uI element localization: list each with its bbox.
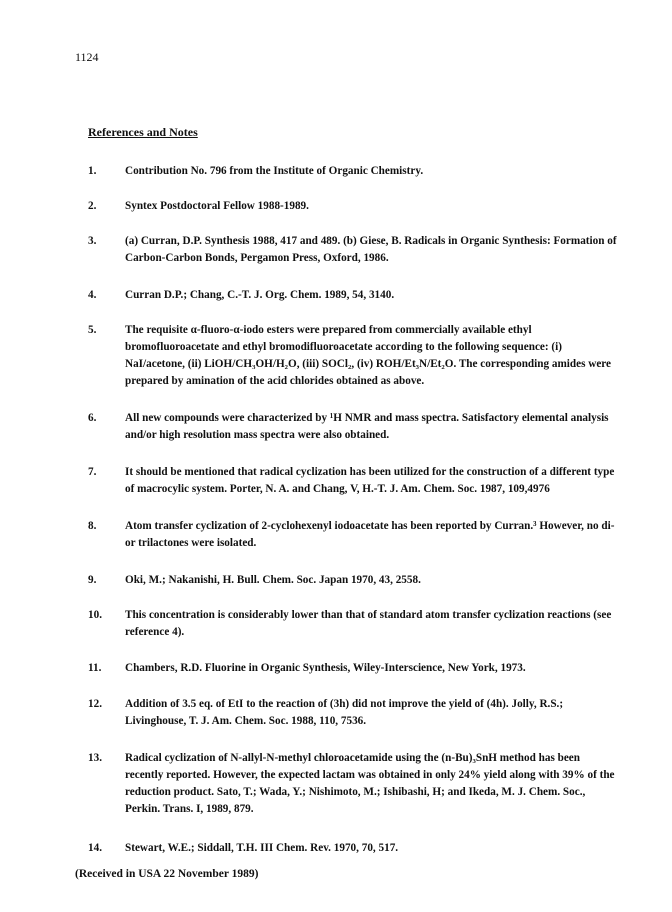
- reference-item: [88, 464, 618, 498]
- received-date: (Received in USA 22 November 1989): [75, 868, 259, 880]
- reference-number: 14.: [88, 842, 102, 854]
- reference-text: It should be mentioned that radical cyclization has been utilized for the construction of a different type of macrocylic system. Porter, N. A. and Chang, V, H.-T. J. Am. Chem. Soc. 1987, 109,4976: [125, 466, 615, 495]
- reference-item: [88, 660, 618, 677]
- reference-text: Syntex Postdoctoral Fellow 1988-1989.: [125, 200, 309, 212]
- reference-text: All new compounds were characterized by ¹H NMR and mass spectra. Satisfactory elemental analysis and/or high resolution mass spectra were also obtained.: [125, 412, 609, 441]
- reference-text: Oki, M.; Nakanishi, H. Bull. Chem. Soc. Japan 1970, 43, 2558.: [125, 574, 421, 586]
- reference-number: 7.: [88, 466, 97, 478]
- reference-number: 12.: [88, 698, 102, 710]
- reference-text: Stewart, W.E.; Siddall, T.H. III Chem. Rev. 1970, 70, 517.: [125, 842, 399, 854]
- reference-item: [88, 163, 618, 180]
- reference-text: Radical cyclization of N-allyl-N-methyl chloroacetamide using the (n-Bu)₃SnH method has been recently reported. However, the expected lactam was obtained in only 24% yield along with 39% of the reduction product. Sato, T.; Wada, Y.; Nishimoto, M.; Ishibashi, H; and Ikeda, M. J. Chem. Soc., Perkin. Trans. I, 1989, 879.: [125, 752, 615, 815]
- reference-text: Contribution No. 796 from the Institute of Organic Chemistry.: [125, 165, 424, 177]
- reference-text: Addition of 3.5 eq. of EtI to the reaction of (3h) did not improve the yield of (4h). Jolly, R.S.; Livinghouse, T. J. Am. Chem. Soc. 1988, 110, 7536.: [125, 698, 564, 727]
- reference-item: [88, 322, 618, 390]
- reference-number: 4.: [88, 289, 97, 301]
- reference-text: Curran D.P.; Chang, C.-T. J. Org. Chem. 1989, 54, 3140.: [125, 289, 395, 301]
- reference-number: 10.: [88, 609, 102, 621]
- reference-number: 8.: [88, 520, 97, 532]
- reference-number: 1.: [88, 165, 97, 177]
- reference-number: 11.: [88, 662, 102, 674]
- reference-number: 3.: [88, 235, 97, 247]
- reference-item: [88, 233, 618, 267]
- reference-text: Chambers, R.D. Fluorine in Organic Synthesis, Wiley-Interscience, New York, 1973.: [125, 662, 526, 674]
- reference-item: [88, 750, 618, 818]
- reference-item: [88, 572, 618, 589]
- reference-item: [88, 198, 618, 215]
- references-heading: References and Notes: [88, 125, 198, 139]
- reference-item: [88, 696, 618, 730]
- reference-text: This concentration is considerably lower than that of standard atom transfer cyclization reactions (see reference 4).: [125, 609, 612, 638]
- reference-number: 5.: [88, 324, 97, 336]
- reference-item: [88, 607, 618, 641]
- reference-item: [88, 840, 618, 857]
- reference-number: 9.: [88, 574, 97, 586]
- reference-text: Atom transfer cyclization of 2-cyclohexenyl iodoacetate has been reported by Curran.³ However, no di- or trilactones were isolated.: [125, 520, 615, 549]
- reference-item: [88, 518, 618, 552]
- reference-item: [88, 287, 618, 304]
- reference-number: 6.: [88, 412, 97, 424]
- reference-number: 13.: [88, 752, 102, 764]
- reference-text: The requisite α-fluoro-α-iodo esters were prepared from commercially available ethyl bromofluoroacetate and ethyl bromodifluoroacetate according to the following sequence: (i) NaI/acetone, (ii) LiOH/CH₃OH/H₂O, (iii) SOCl₂, (iv) ROH/Et₃N/Et₂O. The corresponding amides were prepared by amination of the acid chlorides obtained as above.: [125, 324, 612, 387]
- reference-number: 2.: [88, 200, 97, 212]
- page-number: 1124: [75, 50, 99, 64]
- reference-text: (a) Curran, D.P. Synthesis 1988, 417 and 489. (b) Giese, B. Radicals in Organic Synthesis: Formation of Carbon-Carbon Bonds, Pergamon Press, Oxford, 1986.: [125, 235, 617, 264]
- reference-item: [88, 410, 618, 444]
